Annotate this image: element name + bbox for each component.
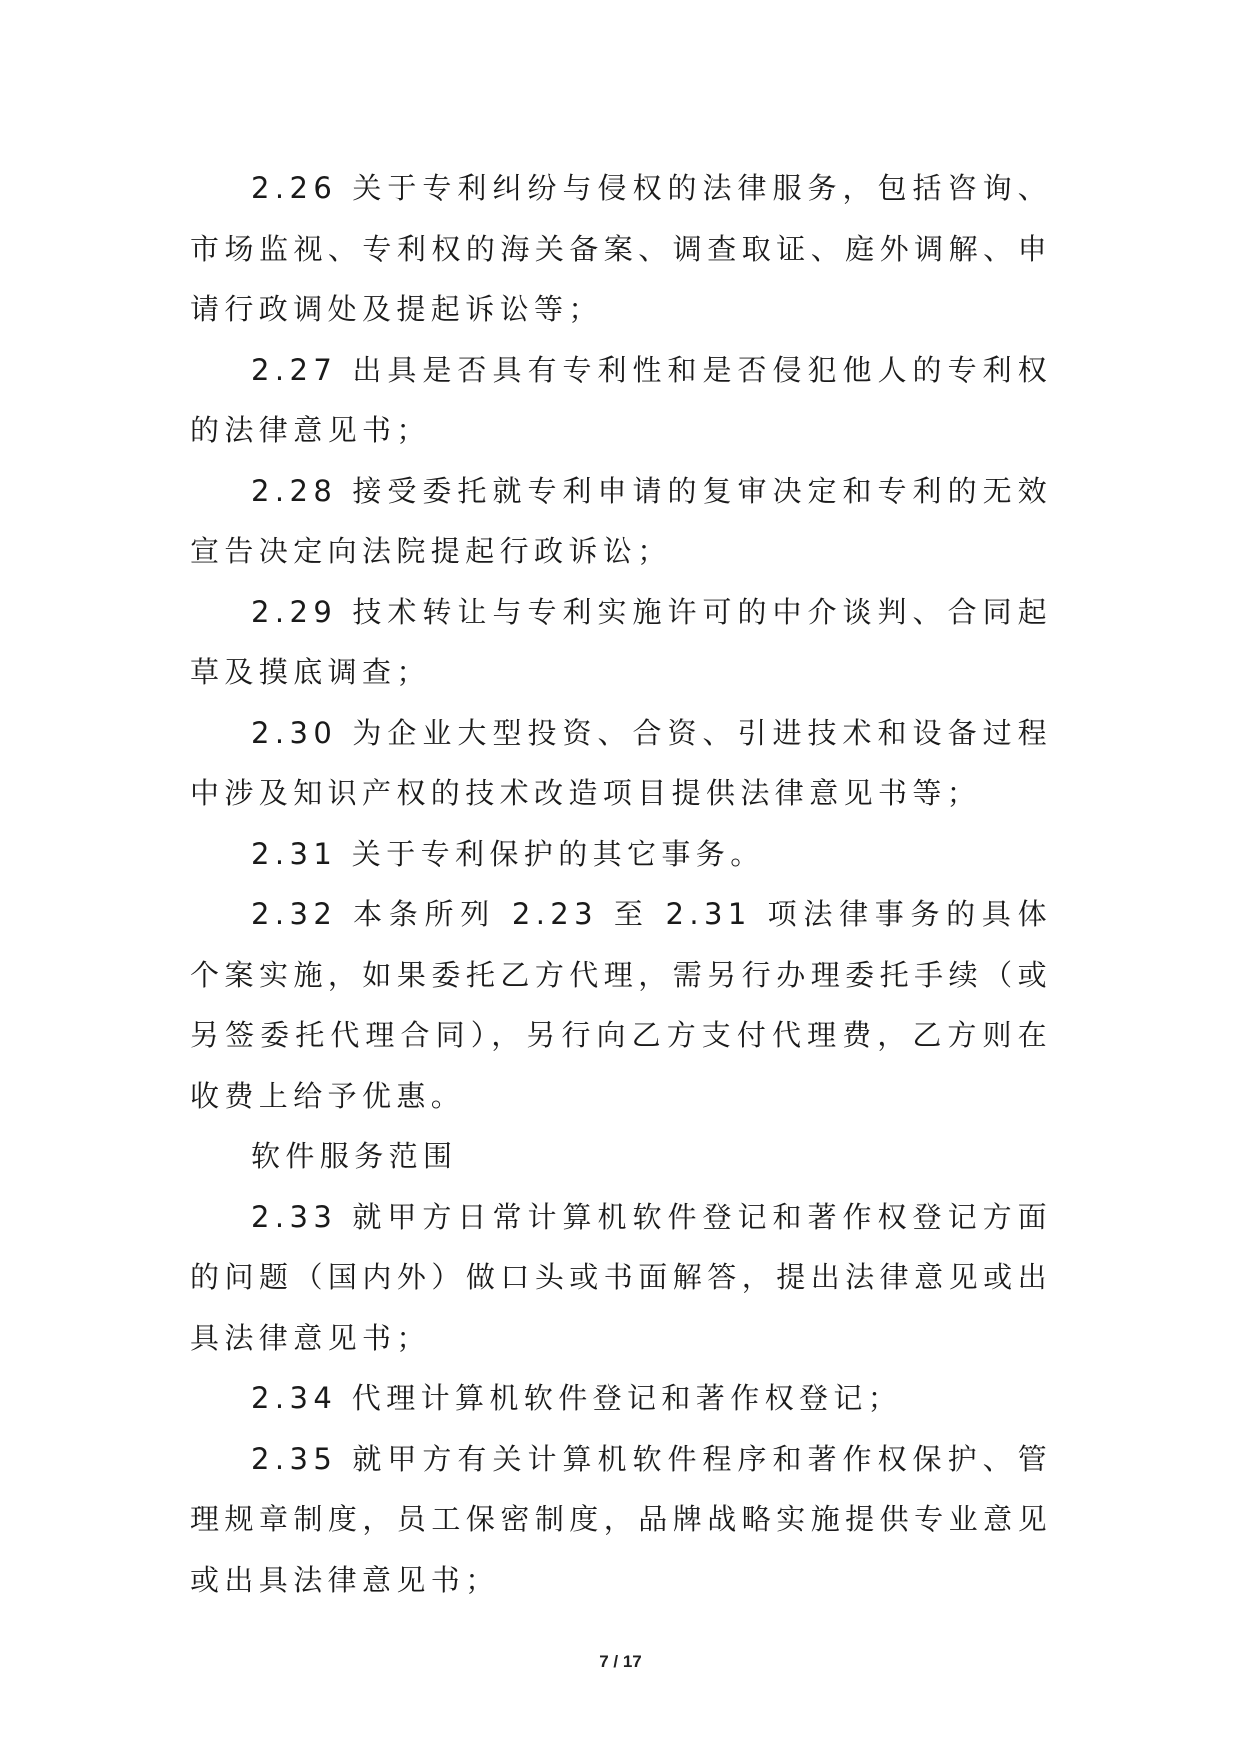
document-body — [190, 158, 1052, 1610]
paragraph-2-26: 2.26 关于专利纠纷与侵权的法律服务，包括咨询、市场监视、专利权的海关备案、调查取证、庭外调解、申请行政调处及提起诉讼等； — [190, 171, 1052, 326]
paragraph-2-27: 2.27 出具是否具有专利性和是否侵犯他人的专利权的法律意见书； — [190, 352, 1052, 447]
paragraph-2-33: 2.33 就甲方日常计算机软件登记和著作权登记方面的问题（国内外）做口头或书面解答，提出法律意见或出具法律意见书； — [190, 1199, 1052, 1355]
paragraph-2-35: 2.35 就甲方有关计算机软件程序和著作权保护、管理规章制度，员工保密制度，品牌战略实施提供专业意见或出具法律意见书； — [190, 1441, 1052, 1597]
page-number: 7 / 17 — [599, 1652, 642, 1671]
paragraph-2-34: 2.34 代理计算机软件登记和著作权登记； — [251, 1381, 903, 1415]
paragraph-2-32: 2.32 本条所列 2.23 至 2.31 项法律事务的具体个案实施，如果委托乙方代理，需另行办理委托手续（或另签委托代理合同），另行向乙方支付代理费，乙方则在收费上给予优惠。 — [190, 897, 1052, 1113]
section-heading-software-services: 软件服务范围 — [251, 1139, 458, 1173]
paragraph-2-30: 2.30 为企业大型投资、合资、引进技术和设备过程中涉及知识产权的技术改造项目提供法律意见书等； — [190, 715, 1052, 810]
paragraph-2-31: 2.31 关于专利保护的其它事务。 — [251, 836, 765, 871]
paragraph-2-29: 2.29 技术转让与专利实施许可的中介谈判、合同起草及摸底调查； — [190, 594, 1052, 689]
paragraph-2-28: 2.28 接受委托就专利申请的复审决定和专利的无效宣告决定向法院提起行政诉讼； — [190, 473, 1052, 568]
